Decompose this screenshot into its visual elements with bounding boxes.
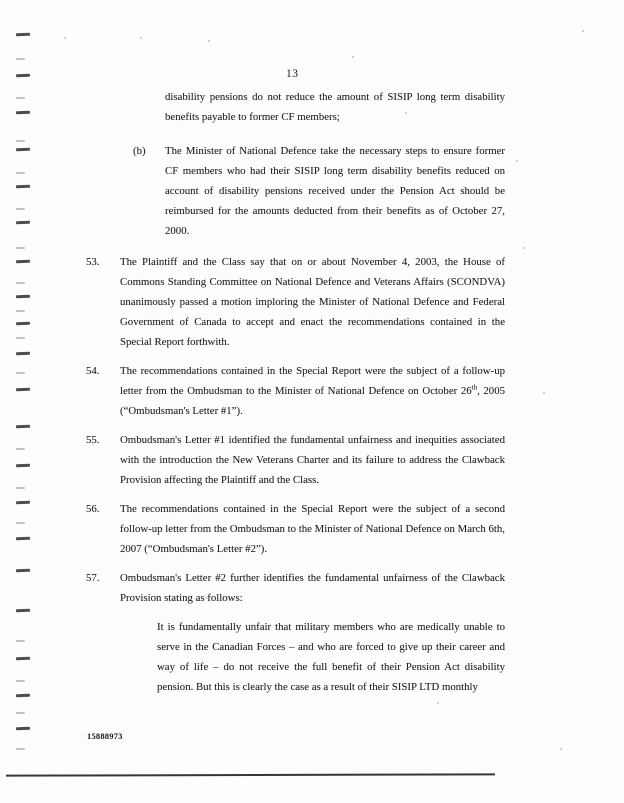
binding-mark xyxy=(16,58,25,60)
binding-mark xyxy=(16,448,25,450)
scan-speck xyxy=(64,37,66,39)
binding-mark xyxy=(16,609,30,612)
page-number: 13 xyxy=(286,68,299,80)
paragraph-text: Ombudsman's Letter #1 identified the fundamental unfairness and inequities associated with the introduction the New Veterans Charter and its failure to address the Clawback Provision affecting the Plaintiff and the Class. xyxy=(120,434,505,486)
binding-mark xyxy=(16,640,25,642)
paragraph-number: 57. xyxy=(86,572,100,584)
binding-mark xyxy=(16,208,25,210)
scan-speck xyxy=(437,702,439,704)
paragraph-text: The recommendations contained in the Special Report were the subject of a second follow-up letter from the Ombudsman to the Minister of National Defence on March 6th, 2007 (“Ombudsman's Letter #2”). xyxy=(120,503,505,555)
binding-mark xyxy=(16,694,30,697)
binding-mark xyxy=(16,97,25,99)
bottom-scan-line xyxy=(6,773,495,776)
numbered-paragraph xyxy=(86,568,505,608)
paragraph-text: Ombudsman's Letter #2 further identifies the fundamental unfairness of the Clawback Provision stating as follows: xyxy=(120,572,505,604)
block-quote: It is fundamentally unfair that military members who are medically unable to serve in the Canadian Forces – and who are forced to give up their career and way of life – do not receive the full benefit of their Pension Act disability pension. But this is clearly the case as a result of their SISIP LTD monthly xyxy=(157,621,505,693)
scan-speck xyxy=(560,748,562,750)
numbered-paragraph xyxy=(86,252,505,352)
paragraph-number: 56. xyxy=(86,503,100,515)
scan-speck xyxy=(516,160,518,162)
scan-speck xyxy=(543,392,545,394)
binding-mark xyxy=(16,425,30,428)
binding-mark xyxy=(16,140,25,142)
scan-speck xyxy=(523,247,525,249)
paragraph-number: 55. xyxy=(86,434,100,446)
binding-mark xyxy=(16,185,30,188)
scan-speck xyxy=(352,56,354,58)
binding-mark xyxy=(16,282,25,284)
binding-mark xyxy=(16,247,25,249)
numbered-paragraph xyxy=(86,499,505,559)
scan-speck xyxy=(140,37,142,39)
numbered-paragraphs xyxy=(86,252,505,608)
binding-mark xyxy=(16,748,25,750)
binding-mark xyxy=(16,221,30,224)
paragraph-a-continuation: disability pensions do not reduce the amount of SISIP long term disability benefits payable to former CF members; xyxy=(165,91,505,123)
scan-speck xyxy=(582,30,584,32)
binding-mark xyxy=(16,712,25,714)
numbered-paragraph xyxy=(86,430,505,490)
binding-mark xyxy=(16,501,30,504)
binding-mark xyxy=(16,537,30,540)
binding-mark xyxy=(16,33,30,36)
binding-mark xyxy=(16,372,25,374)
binding-mark xyxy=(16,148,30,151)
document-body xyxy=(86,87,505,697)
binding-mark xyxy=(16,522,25,524)
binding-mark xyxy=(16,464,30,467)
binding-mark xyxy=(16,388,30,391)
binding-mark xyxy=(16,310,25,312)
binding-mark xyxy=(16,569,30,572)
binding-mark xyxy=(16,322,30,325)
binding-mark xyxy=(16,352,30,355)
binding-mark xyxy=(16,727,30,730)
paragraph-number: 54. xyxy=(86,365,100,377)
sub-paragraph-text: The Minister of National Defence take the necessary steps to ensure former CF members who had their SISIP long term disability benefits reduced on account of disability pensions received under the Pension Act should be reimbursed for the amounts deducted from their benefits as of October 27, 2000. xyxy=(165,145,505,237)
binding-mark xyxy=(16,260,30,263)
binding-mark xyxy=(16,487,25,489)
binding-mark xyxy=(16,337,25,339)
binding-mark xyxy=(16,74,30,77)
binding-mark xyxy=(16,295,30,298)
scan-speck xyxy=(208,40,210,42)
paragraph-text: The recommendations contained in the Special Report were the subject of a follow-up letter from the Ombudsman to the Minister of National Defence on October 26th, 2005 (“Ombudsman's Letter #1”). xyxy=(120,365,505,417)
binding-mark xyxy=(16,172,25,174)
sub-paragraph-b xyxy=(133,141,505,241)
document-id: 15888973 xyxy=(87,731,123,741)
sub-paragraph-label: (b) xyxy=(133,145,146,157)
paragraph-number: 53. xyxy=(86,256,100,268)
binding-mark xyxy=(16,680,25,682)
binding-mark xyxy=(16,657,30,660)
paragraph-text: The Plaintiff and the Class say that on or about November 4, 2003, the House of Commons Standing Committee on National Defence and Veterans Affairs (SCONDVA) unanimously passed a motion imploring the Minister of National Defence and Federal Government of Canada to accept and enact the recommendations contained in the Special Report forthwith. xyxy=(120,256,505,348)
numbered-paragraph xyxy=(86,361,505,421)
binding-mark xyxy=(16,111,30,114)
